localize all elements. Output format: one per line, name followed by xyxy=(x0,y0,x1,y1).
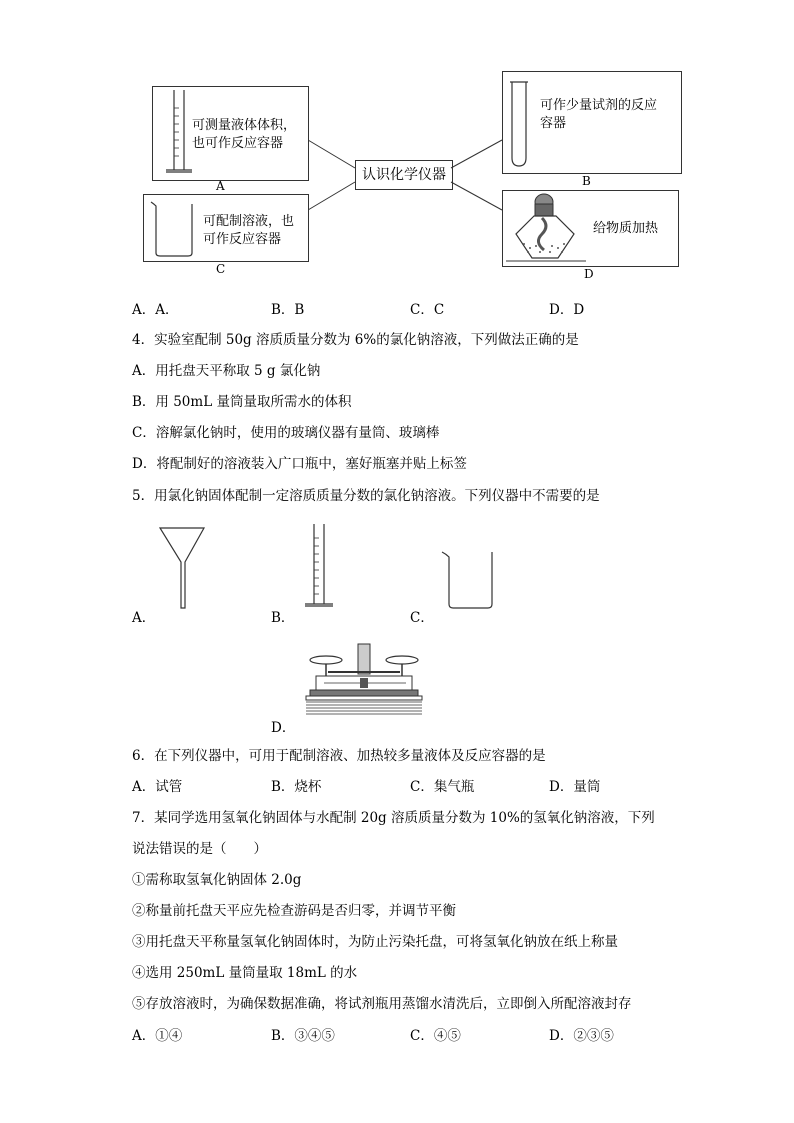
q6-stem: 6．在下列仪器中，可用于配制溶液、加热较多量液体及反应容器的是 xyxy=(132,748,546,764)
q7-statement-3: ③用托盘天平称量氢氧化钠固体时，为防止污染托盘，可将氢氧化钠放在纸上称量 xyxy=(132,934,618,950)
q4-option-b[interactable]: B．用 50mL 量筒量取所需水的体积 xyxy=(132,394,352,410)
box-a-text-1: 可测量液体体积， xyxy=(192,118,297,133)
box-d-letter: D xyxy=(584,267,594,281)
box-d-text-1: 给物质加热 xyxy=(593,221,659,236)
alcohol-lamp-icon xyxy=(506,190,586,265)
q4-option-c[interactable]: C．溶解氯化钠时，使用的玻璃仪器有量筒、玻璃棒 xyxy=(132,425,440,441)
q3-option-a[interactable]: A．A． xyxy=(132,302,179,318)
box-b-text-1: 可作少量试剂的反应 xyxy=(540,98,658,113)
balance-scale-icon xyxy=(306,642,424,717)
q7-option-b[interactable]: B．③④⑤ xyxy=(271,1028,335,1044)
graduated-cylinder-q5-icon xyxy=(300,522,340,612)
beaker-q5-icon xyxy=(440,548,500,613)
q6-option-c[interactable]: C．集气瓶 xyxy=(410,779,475,795)
q6-option-b[interactable]: B．烧杯 xyxy=(271,779,322,795)
q5-option-a[interactable]: A． xyxy=(132,610,156,626)
q7-statement-5: ⑤存放溶液时，为确保数据准确，将试剂瓶用蒸馏水清洗后，立即倒入所配溶液封存 xyxy=(132,996,632,1012)
q7-option-a[interactable]: A．①④ xyxy=(132,1028,183,1044)
q7-statement-2: ②称量前托盘天平应先检查游码是否归零，并调节平衡 xyxy=(132,903,456,919)
q7-option-d[interactable]: D．②③⑤ xyxy=(549,1028,614,1044)
beaker-icon xyxy=(148,198,198,258)
box-b-letter: B xyxy=(582,174,591,188)
box-b-text-2: 容器 xyxy=(540,116,567,131)
funnel-icon xyxy=(158,526,208,611)
test-tube-icon xyxy=(506,74,536,169)
q3-option-b[interactable]: B．B xyxy=(271,302,305,318)
q7-option-c[interactable]: C．④⑤ xyxy=(410,1028,461,1044)
q4-option-d[interactable]: D．将配制好的溶液装入广口瓶中，塞好瓶塞并贴上标签 xyxy=(132,456,467,472)
q7-stem-line-2: 说法错误的是（ ） xyxy=(132,841,267,857)
q4-stem: 4．实验室配制 50g 溶质质量分数为 6%的氯化钠溶液，下列做法正确的是 xyxy=(132,332,579,348)
q4-option-a[interactable]: A．用托盘天平称取 5 g 氯化钠 xyxy=(132,363,321,379)
q3-option-d[interactable]: D．D xyxy=(549,302,585,318)
box-a-letter: A xyxy=(216,179,225,193)
q5-option-d[interactable]: D． xyxy=(271,720,296,736)
q7-statement-4: ④选用 250mL 量筒量取 18mL 的水 xyxy=(132,965,358,981)
q5-option-b[interactable]: B． xyxy=(271,610,295,626)
q5-stem: 5．用氯化钠固体配制一定溶质质量分数的氯化钠溶液。下列仪器中不需要的是 xyxy=(132,488,600,504)
box-c-letter: C xyxy=(216,262,226,276)
q5-option-c[interactable]: C． xyxy=(410,610,434,626)
q6-option-a[interactable]: A．试管 xyxy=(132,779,183,795)
box-c-text-2: 可作反应容器 xyxy=(203,232,282,247)
q7-statement-1: ①需称取氢氧化钠固体 2.0g xyxy=(132,872,302,888)
box-a-text-2: 也可作反应容器 xyxy=(192,136,284,151)
q6-option-d[interactable]: D．量筒 xyxy=(549,779,601,795)
center-label: 认识化学仪器 xyxy=(355,160,453,190)
q3-option-c[interactable]: C．C xyxy=(410,302,445,318)
box-c-text-1: 可配制溶液，也 xyxy=(203,214,295,229)
q7-stem-line-1: 7．某同学选用氢氧化钠固体与水配制 20g 溶质质量分数为 10%的氢氧化钠溶液，下列 xyxy=(132,810,655,826)
